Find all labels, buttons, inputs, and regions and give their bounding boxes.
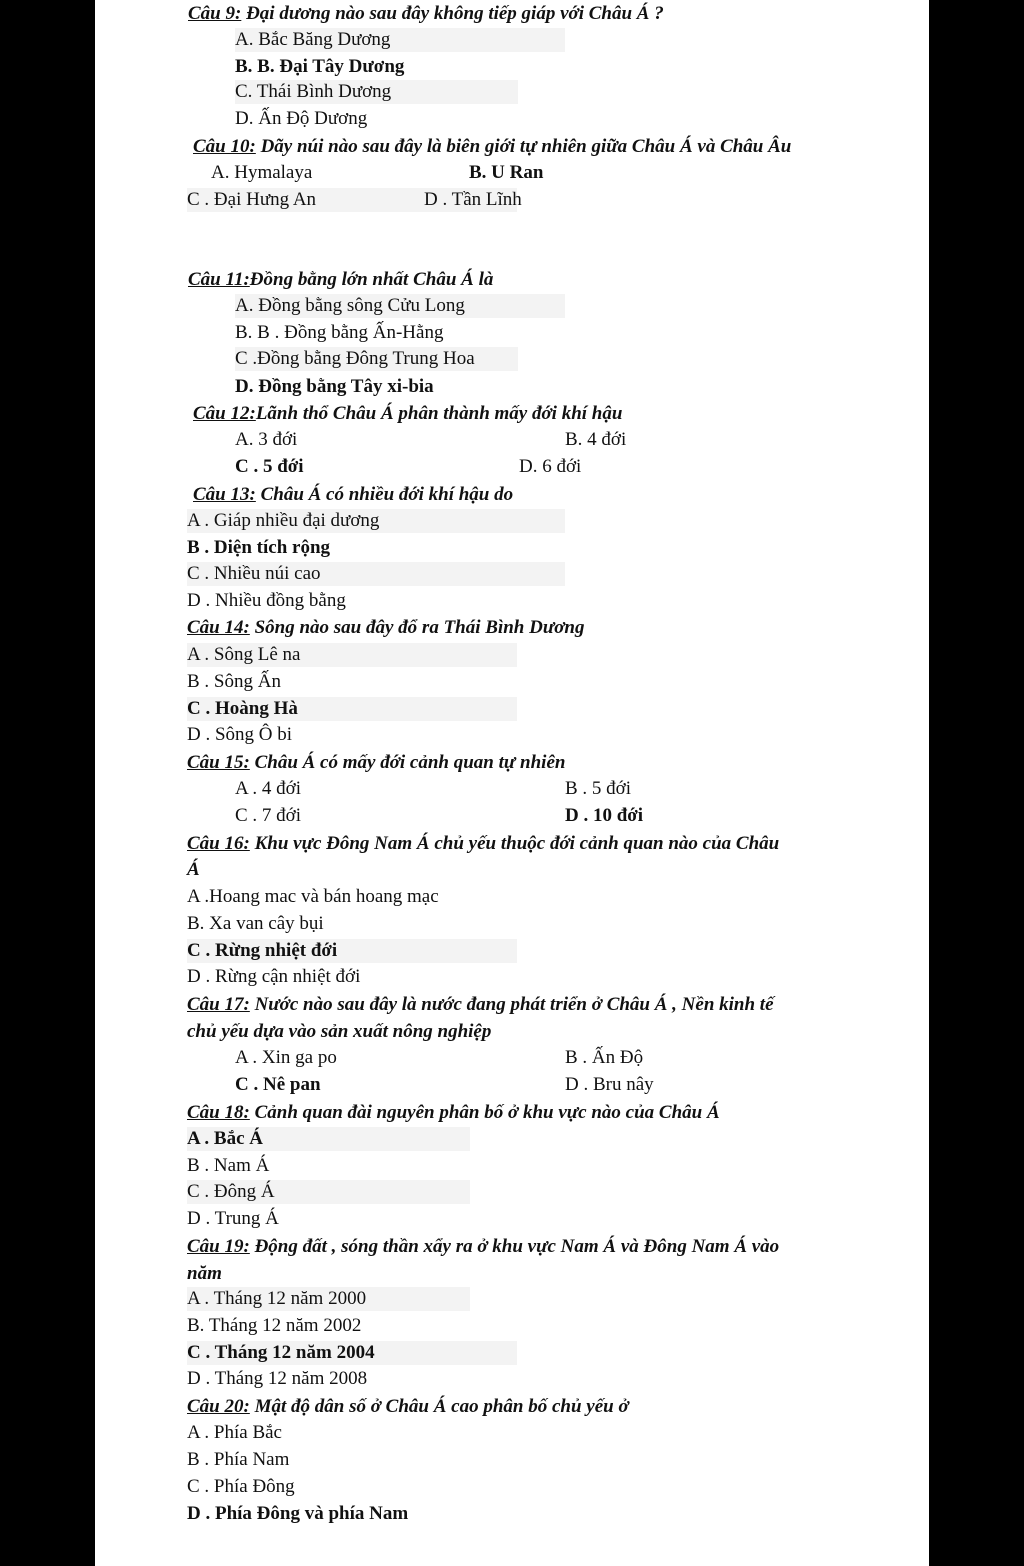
answer-option: A. Hymalaya <box>211 162 313 183</box>
question-heading <box>188 2 664 26</box>
answer-option: B . Sông Ấn <box>187 671 281 692</box>
question-number: Câu 19: <box>187 1236 250 1257</box>
answer-option: A. 3 đới <box>235 429 298 450</box>
question-heading <box>187 993 774 1017</box>
document-page <box>95 0 929 1566</box>
question-number: Câu 14: <box>187 617 250 638</box>
answer-option: D . Tần Lĩnh <box>424 189 522 210</box>
answer-option-correct: C . Nê pan <box>235 1074 321 1095</box>
answer-option-correct: C . Hoàng Hà <box>187 697 517 721</box>
answer-option: C . Nhiều núi cao <box>187 562 565 586</box>
answer-option: B . 5 đới <box>565 778 631 799</box>
question-text-continued: chủ yếu dựa vào sản xuất nông nghiệp <box>187 1021 492 1042</box>
answer-option: B. B . Đồng bằng Ấn-Hằng <box>235 322 444 343</box>
answer-option: C .Đồng bằng Đông Trung Hoa <box>235 347 518 371</box>
question-text: Động đất , sóng thần xẩy ra ở khu vực Nam Á và Đông Nam Á vào <box>249 1236 780 1257</box>
answer-option: A . 4 đới <box>235 778 301 799</box>
answer-option-correct: D . 10 đới <box>565 805 644 826</box>
answer-option-correct: B. B. Đại Tây Dương <box>235 56 405 77</box>
question-heading <box>193 135 791 159</box>
answer-option: B. 4 đới <box>565 429 627 450</box>
answer-option: C . Đông Á <box>187 1180 470 1204</box>
question-number: Câu 10: <box>193 136 256 157</box>
answer-option: B. Tháng 12 năm 2002 <box>187 1315 362 1336</box>
answer-option-correct: C . Rừng nhiệt đới <box>187 939 517 963</box>
question-heading <box>187 751 565 775</box>
question-text: Mật độ dân số ở Châu Á cao phân bố chủ yếu ở <box>249 1396 629 1417</box>
answer-option: C . 7 đới <box>235 805 301 826</box>
question-heading <box>188 268 493 292</box>
answer-option-correct: D. Đồng bằng Tây xi-bia <box>235 376 434 397</box>
answer-option: A. Bắc Băng Dương <box>235 28 565 52</box>
question-text-continued: năm <box>187 1263 222 1284</box>
answer-option: A . Phía Bắc <box>187 1422 282 1443</box>
question-number: Câu 15: <box>187 752 250 773</box>
question-text: Cảnh quan đài nguyên phân bố ở khu vực nào của Châu Á <box>249 1102 720 1123</box>
answer-option: A . Xin ga po <box>235 1047 337 1068</box>
answer-option: C . Phía Đông <box>187 1476 295 1497</box>
question-number: Câu 16: <box>187 833 250 854</box>
answer-option: D. Ấn Độ Dương <box>235 108 368 129</box>
answer-option: B. Xa van cây bụi <box>187 913 324 934</box>
question-text: Đồng bằng lớn nhất Châu Á là <box>249 269 494 290</box>
question-text: Dãy núi nào sau đây là biên giới tự nhiên giữa Châu Á và Châu Âu <box>255 136 792 157</box>
answer-option: D . Nhiều đồng bằng <box>187 590 346 611</box>
answer-option: C. Thái Bình Dương <box>235 80 518 104</box>
answer-option-correct: C . 5 đới <box>235 456 304 477</box>
question-text: Châu Á có nhiều đới khí hậu do <box>255 484 514 505</box>
answer-option: A . Sông Lê na <box>187 643 517 667</box>
question-number: Câu 9: <box>188 3 242 24</box>
answer-option-correct: D . Phía Đông và phía Nam <box>187 1503 409 1524</box>
answer-option-correct: B . Diện tích rộng <box>187 537 331 558</box>
question-text: Sông nào sau đây đổ ra Thái Bình Dương <box>249 617 585 638</box>
answer-option: D . Sông Ô bi <box>187 724 293 745</box>
answer-option: D . Trung Á <box>187 1208 279 1229</box>
answer-option-correct: B. U Ran <box>469 162 544 183</box>
question-heading <box>193 402 622 426</box>
question-text: Nước nào sau đây là nước đang phát triển ở Châu Á , Nền kinh tế <box>249 994 774 1015</box>
question-heading <box>187 1235 779 1259</box>
question-heading <box>187 832 779 856</box>
answer-option: A .Hoang mac và bán hoang mạc <box>187 886 439 907</box>
question-heading <box>193 483 513 507</box>
answer-option-correct: C . Tháng 12 năm 2004 <box>187 1341 517 1365</box>
answer-option: A. Đồng bằng sông Cửu Long <box>235 294 565 318</box>
question-heading <box>187 1395 629 1419</box>
question-text: Khu vực Đông Nam Á chủ yếu thuộc đới cảnh quan nào của Châu <box>249 833 780 854</box>
answer-option: B . Nam Á <box>187 1155 270 1176</box>
question-text: Châu Á có mấy đới cảnh quan tự nhiên <box>249 752 566 773</box>
answer-option: C . Đại Hưng An <box>187 188 517 212</box>
answer-option: A . Giáp nhiều đại dương <box>187 509 565 533</box>
question-number: Câu 13: <box>193 484 256 505</box>
question-number: Câu 20: <box>187 1396 250 1417</box>
answer-option: D. 6 đới <box>519 456 582 477</box>
answer-option: B . Ấn Độ <box>565 1047 644 1068</box>
answer-option: D . Bru nây <box>565 1074 654 1095</box>
question-text: Đại dương nào sau đây không tiếp giáp với Châu Á ? <box>241 3 664 24</box>
answer-option: B . Phía Nam <box>187 1449 290 1470</box>
question-number: Câu 17: <box>187 994 250 1015</box>
question-text-continued: Á <box>187 859 200 880</box>
question-heading <box>187 1101 720 1125</box>
question-number: Câu 11: <box>188 269 250 290</box>
answer-option: A . Tháng 12 năm 2000 <box>187 1287 470 1311</box>
answer-option: D . Rừng cận nhiệt đới <box>187 966 361 987</box>
answer-option-correct: A . Bắc Á <box>187 1127 470 1151</box>
question-number: Câu 18: <box>187 1102 250 1123</box>
question-number: Câu 12: <box>193 403 256 424</box>
question-text: Lãnh thổ Châu Á phân thành mấy đới khí hậu <box>255 403 623 424</box>
question-heading <box>187 616 584 640</box>
answer-option: D . Tháng 12 năm 2008 <box>187 1368 368 1389</box>
